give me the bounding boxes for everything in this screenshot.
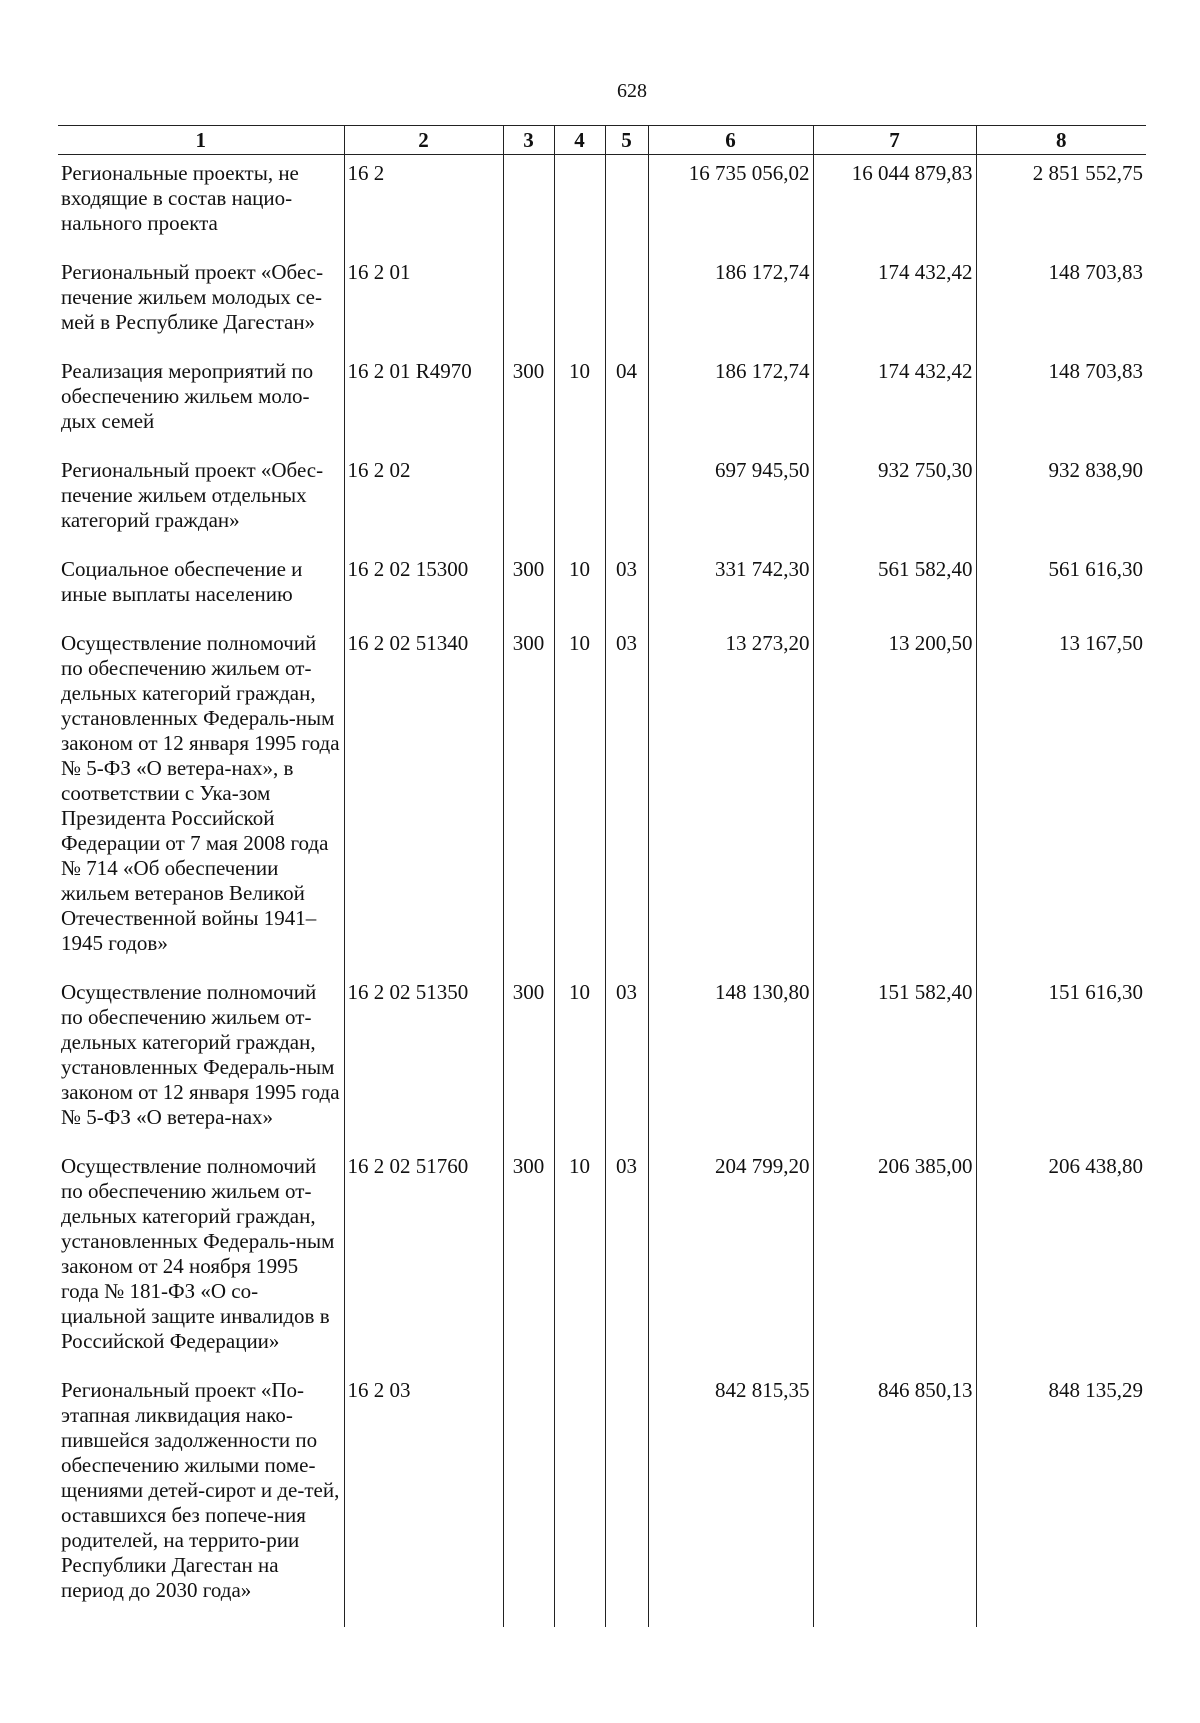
table-row [58,631,1146,980]
row-col5: 03 [605,631,648,980]
row-value-8: 13 167,50 [976,631,1146,980]
row-col5 [605,1378,648,1627]
row-value-7: 206 385,00 [813,1154,976,1378]
table-row [58,980,1146,1154]
row-name: Социальное обеспечение и иные выплаты населению [61,557,303,606]
row-value-6: 186 172,74 [648,359,813,458]
row-value-6: 697 945,50 [648,458,813,557]
row-name: Региональный проект «Обес-печение жильем молодых се-мей в Республике Дагестан» [61,260,324,334]
row-name: Осуществление полномочий по обеспечению жильем от-дельных категорий граждан, установленных Федераль-ным законом от 24 ноября 1995 года № 181-ФЗ «О со-циальной защите инвалидов в Российской Федерации» [61,1154,335,1353]
table-row [58,359,1146,458]
table-row [58,260,1146,359]
row-col3 [503,458,554,557]
row-col5: 03 [605,1154,648,1378]
table-header-row [58,126,1146,155]
row-col4 [554,458,605,557]
row-value-8: 932 838,90 [976,458,1146,557]
table-row [58,1378,1146,1627]
column-header: 6 [648,126,813,155]
row-col4: 10 [554,980,605,1154]
row-name: Осуществление полномочий по обеспечению жильем от-дельных категорий граждан, установленных Федераль-ным законом от 12 января 1995 года № 5-ФЗ «О ветера-нах» [61,980,340,1129]
row-col4: 10 [554,631,605,980]
row-col3 [503,260,554,359]
row-code: 16 2 02 15300 [344,557,503,631]
row-col5: 03 [605,980,648,1154]
row-value-6: 331 742,30 [648,557,813,631]
row-name: Региональные проекты, не входящие в состав нацио-нального проекта [61,161,299,235]
column-header: 3 [503,126,554,155]
row-col5: 03 [605,557,648,631]
row-value-8: 561 616,30 [976,557,1146,631]
row-value-8: 2 851 552,75 [976,155,1146,261]
page-number: 628 [617,80,647,102]
row-col4: 10 [554,1154,605,1378]
row-col3: 300 [503,557,554,631]
column-header: 2 [344,126,503,155]
column-header: 5 [605,126,648,155]
row-col5 [605,260,648,359]
row-value-7: 174 432,42 [813,260,976,359]
row-name: Региональный проект «По-этапная ликвидация нако-пившейся задолженности по обеспечению жилыми поме-щениями детей-сирот и де-тей, оставшихся без попече-ния родителей, на террито-рии Республики Дагестан на период до 2030 года» [61,1378,340,1602]
row-value-7: 13 200,50 [813,631,976,980]
table-row [58,155,1146,261]
row-value-8: 206 438,80 [976,1154,1146,1378]
row-col3: 300 [503,1154,554,1378]
row-value-6: 16 735 056,02 [648,155,813,261]
row-code: 16 2 02 [344,458,503,557]
row-code: 16 2 [344,155,503,261]
row-code: 16 2 02 51760 [344,1154,503,1378]
row-value-6: 148 130,80 [648,980,813,1154]
row-code: 16 2 01 R4970 [344,359,503,458]
row-value-6: 842 815,35 [648,1378,813,1627]
row-value-7: 932 750,30 [813,458,976,557]
row-col4 [554,260,605,359]
row-value-8: 151 616,30 [976,980,1146,1154]
row-col4 [554,1378,605,1627]
row-value-6: 204 799,20 [648,1154,813,1378]
column-header: 4 [554,126,605,155]
row-code: 16 2 02 51350 [344,980,503,1154]
row-code: 16 2 02 51340 [344,631,503,980]
row-name: Реализация мероприятий по обеспечению жильем моло-дых семей [61,359,314,433]
row-col3: 300 [503,359,554,458]
table-row [58,1154,1146,1378]
row-value-7: 561 582,40 [813,557,976,631]
row-code: 16 2 03 [344,1378,503,1627]
row-value-8: 848 135,29 [976,1378,1146,1627]
row-value-6: 186 172,74 [648,260,813,359]
row-name: Региональный проект «Обес-печение жильем отдельных категорий граждан» [61,458,324,532]
row-value-7: 151 582,40 [813,980,976,1154]
row-value-8: 148 703,83 [976,260,1146,359]
row-col3: 300 [503,980,554,1154]
row-name: Осуществление полномочий по обеспечению жильем от-дельных категорий граждан, установленных Федераль-ным законом от 12 января 1995 года № 5-ФЗ «О ветера-нах», в соответствии с Ука-зом Президента Российской Федерации от 7 мая 2008 года № 714 «Об обеспечении жильем ветеранов Великой Отечественной войны 1941–1945 годов» [61,631,340,955]
row-value-7: 174 432,42 [813,359,976,458]
row-col5 [605,458,648,557]
row-col5 [605,155,648,261]
row-code: 16 2 01 [344,260,503,359]
row-col3 [503,155,554,261]
table-row [58,557,1146,631]
row-value-6: 13 273,20 [648,631,813,980]
row-col5: 04 [605,359,648,458]
row-value-7: 846 850,13 [813,1378,976,1627]
row-col3 [503,1378,554,1627]
row-value-8: 148 703,83 [976,359,1146,458]
table-row [58,458,1146,557]
row-value-7: 16 044 879,83 [813,155,976,261]
row-col4: 10 [554,359,605,458]
budget-table [58,125,1146,1627]
row-col4: 10 [554,557,605,631]
column-header: 1 [58,126,344,155]
row-col3: 300 [503,631,554,980]
column-header: 7 [813,126,976,155]
row-col4 [554,155,605,261]
column-header: 8 [976,126,1146,155]
